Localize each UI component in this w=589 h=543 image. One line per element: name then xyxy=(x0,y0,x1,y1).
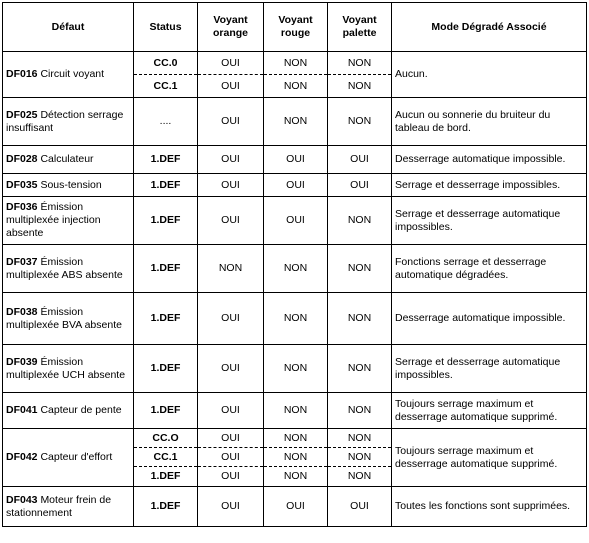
table-row xyxy=(3,429,587,448)
voyant-palette-cell: OUI xyxy=(328,174,392,197)
voyant-rouge-cell: NON xyxy=(264,345,328,393)
header-voyant-palette: Voyant palette xyxy=(328,3,392,52)
status-cell: CC.O xyxy=(134,429,198,448)
fault-cell xyxy=(3,293,134,345)
voyant-rouge-cell: OUI xyxy=(264,146,328,174)
table-body xyxy=(3,52,587,527)
fault-label: Moteur frein de stationnement xyxy=(6,493,112,519)
status-cell: 1.DEF xyxy=(134,293,198,345)
header-voyant-rouge: Voyant rouge xyxy=(264,3,328,52)
table-row xyxy=(3,345,587,393)
fault-cell xyxy=(3,197,134,245)
fault-table xyxy=(2,2,587,527)
voyant-rouge-cell: OUI xyxy=(264,487,328,527)
fault-code: DF025 xyxy=(6,108,38,121)
voyant-orange-cell: OUI xyxy=(198,146,264,174)
status-cell: 1.DEF xyxy=(134,174,198,197)
voyant-palette-cell: NON xyxy=(328,245,392,293)
status-cell: 1.DEF xyxy=(134,345,198,393)
table-row xyxy=(3,98,587,146)
fault-label: Calculateur xyxy=(40,153,94,165)
table-row xyxy=(3,197,587,245)
fault-cell xyxy=(3,487,134,527)
mode-degrade-cell: Serrage et desserrage automatique impossibles. xyxy=(392,197,587,245)
voyant-palette-cell: NON xyxy=(328,98,392,146)
voyant-palette-cell: OUI xyxy=(328,487,392,527)
fault-cell xyxy=(3,429,134,487)
status-cell: CC.1 xyxy=(134,75,198,98)
voyant-orange-cell: OUI xyxy=(198,487,264,527)
fault-code: DF036 xyxy=(6,201,38,213)
header-defaut: Défaut xyxy=(3,3,134,52)
fault-label: Émission multiplexée ABS absente xyxy=(6,255,123,281)
voyant-rouge-cell: OUI xyxy=(264,174,328,197)
status-cell: 1.DEF xyxy=(134,245,198,293)
fault-code: DF043 xyxy=(6,493,38,506)
fault-label: Émission multiplexée BVA absente xyxy=(6,305,122,331)
table-row xyxy=(3,245,587,293)
fault-cell xyxy=(3,393,134,429)
voyant-rouge-cell: NON xyxy=(264,467,328,487)
fault-code: DF039 xyxy=(6,355,38,368)
table-header-row xyxy=(3,3,587,52)
fault-cell xyxy=(3,245,134,293)
voyant-orange-cell: OUI xyxy=(198,293,264,345)
voyant-palette-cell: NON xyxy=(328,393,392,429)
fault-label: Émission multiplexée UCH absente xyxy=(6,355,126,381)
voyant-orange-cell: OUI xyxy=(198,52,264,75)
voyant-orange-cell: OUI xyxy=(198,174,264,197)
fault-code: DF016 xyxy=(6,68,38,80)
mode-degrade-cell: Desserrage automatique impossible. xyxy=(392,293,587,345)
voyant-orange-cell: OUI xyxy=(198,467,264,487)
voyant-rouge-cell: OUI xyxy=(264,197,328,245)
voyant-palette-cell: OUI xyxy=(328,146,392,174)
voyant-palette-cell: NON xyxy=(328,448,392,467)
header-mode-degrade: Mode Dégradé Associé xyxy=(392,3,587,52)
voyant-orange-cell: OUI xyxy=(198,393,264,429)
fault-label: Capteur d'effort xyxy=(40,451,113,463)
mode-degrade-cell: Aucun ou sonnerie du bruiteur du tableau de bord. xyxy=(392,98,587,146)
voyant-rouge-cell: NON xyxy=(264,75,328,98)
mode-degrade-cell: Fonctions serrage et desserrage automatique dégradées. xyxy=(392,245,587,293)
fault-code: DF041 xyxy=(6,404,38,416)
fault-label: Émission multiplexée injection absente xyxy=(6,201,101,239)
fault-label: Capteur de pente xyxy=(40,404,122,416)
fault-label: Sous-tension xyxy=(40,178,102,191)
voyant-orange-cell: OUI xyxy=(198,197,264,245)
voyant-orange-cell: OUI xyxy=(198,448,264,467)
status-cell: 1.DEF xyxy=(134,146,198,174)
header-voyant-orange: Voyant orange xyxy=(198,3,264,52)
status-cell: CC.1 xyxy=(134,448,198,467)
table-row xyxy=(3,293,587,345)
table-row xyxy=(3,146,587,174)
voyant-orange-cell: OUI xyxy=(198,345,264,393)
fault-cell xyxy=(3,174,134,197)
table-row xyxy=(3,487,587,527)
fault-code: DF035 xyxy=(6,178,38,191)
mode-degrade-cell: Desserrage automatique impossible. xyxy=(392,146,587,174)
status-cell: 1.DEF xyxy=(134,467,198,487)
status-cell: CC.0 xyxy=(134,52,198,75)
fault-code: DF038 xyxy=(6,305,38,318)
voyant-rouge-cell: NON xyxy=(264,293,328,345)
header-status: Status xyxy=(134,3,198,52)
mode-degrade-cell: Aucun. xyxy=(392,52,587,98)
voyant-palette-cell: NON xyxy=(328,345,392,393)
table-row xyxy=(3,52,587,75)
voyant-orange-cell: OUI xyxy=(198,75,264,98)
voyant-palette-cell: NON xyxy=(328,75,392,98)
voyant-palette-cell: NON xyxy=(328,467,392,487)
mode-degrade-cell: Toujours serrage maximum et desserrage automatique supprimé. xyxy=(392,429,587,487)
fault-code: DF042 xyxy=(6,451,38,463)
table-row xyxy=(3,393,587,429)
voyant-rouge-cell: NON xyxy=(264,393,328,429)
voyant-palette-cell: NON xyxy=(328,293,392,345)
status-cell: 1.DEF xyxy=(134,393,198,429)
mode-degrade-cell: Toutes les fonctions sont supprimées. xyxy=(392,487,587,527)
mode-degrade-cell: Serrage et desserrage impossibles. xyxy=(392,174,587,197)
fault-code: DF028 xyxy=(6,153,38,165)
fault-cell xyxy=(3,345,134,393)
voyant-palette-cell: NON xyxy=(328,197,392,245)
table-row xyxy=(3,174,587,197)
voyant-orange-cell: NON xyxy=(198,245,264,293)
fault-cell xyxy=(3,146,134,174)
fault-cell xyxy=(3,98,134,146)
voyant-palette-cell: NON xyxy=(328,52,392,75)
status-cell: .... xyxy=(134,98,198,146)
voyant-palette-cell: NON xyxy=(328,429,392,448)
voyant-rouge-cell: NON xyxy=(264,98,328,146)
mode-degrade-cell: Toujours serrage maximum et desserrage automatique supprimé. xyxy=(392,393,587,429)
fault-label: Détection serrage insuffisant xyxy=(6,108,124,134)
voyant-rouge-cell: NON xyxy=(264,245,328,293)
voyant-orange-cell: OUI xyxy=(198,98,264,146)
status-cell: 1.DEF xyxy=(134,197,198,245)
voyant-orange-cell: OUI xyxy=(198,429,264,448)
fault-cell xyxy=(3,52,134,98)
voyant-rouge-cell: NON xyxy=(264,448,328,467)
voyant-rouge-cell: NON xyxy=(264,429,328,448)
fault-label: Circuit voyant xyxy=(40,68,105,80)
voyant-rouge-cell: NON xyxy=(264,52,328,75)
mode-degrade-cell: Serrage et desserrage automatique impossibles. xyxy=(392,345,587,393)
fault-code: DF037 xyxy=(6,255,38,268)
status-cell: 1.DEF xyxy=(134,487,198,527)
